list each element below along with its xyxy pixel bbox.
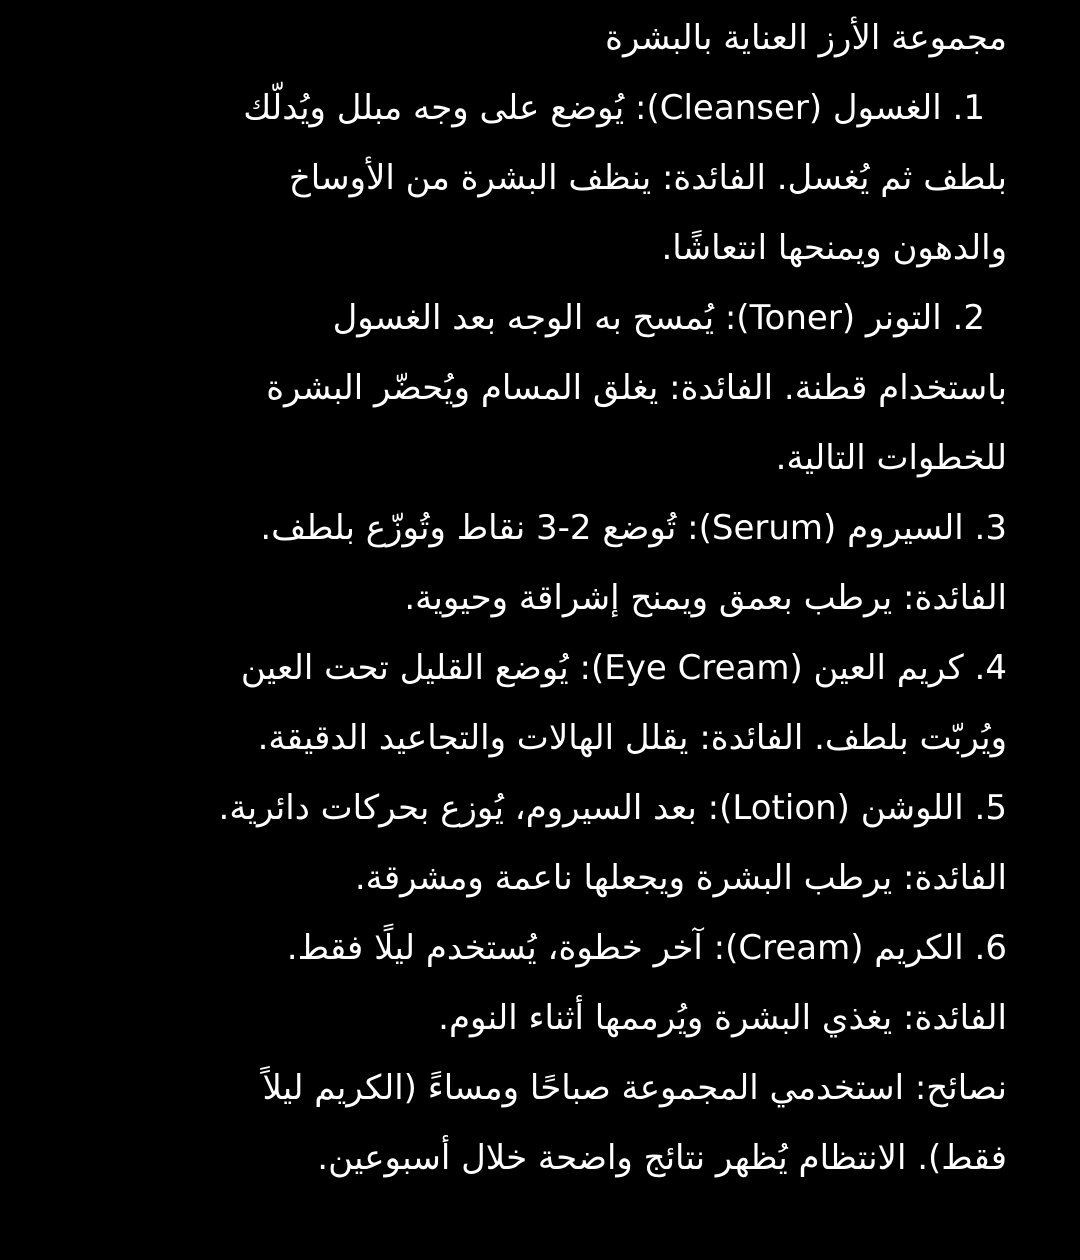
step-1-line-2: بلطف ثم يُغسل. الفائدة: ينظف البشرة من الأوساخ [288, 158, 1007, 198]
step-4-line-1: 4. كريم العين (Eye Cream): يُوضع القليل تحت العين [240, 648, 1007, 688]
step-2-line-1: 2. التونر (Toner): يُمسح به الوجه بعد الغسول [332, 298, 985, 338]
step-2-line-3: للخطوات التالية. [775, 438, 1007, 478]
step-6-line-1: 6. الكريم (Cream): آخر خطوة، يُستخدم ليلًا فقط. [286, 928, 1007, 968]
note-title: مجموعة الأرز العناية بالبشرة [605, 18, 1007, 58]
tips-line-2: فقط). الانتظام يُظهر نتائج واضحة خلال أسبوعين. [317, 1138, 1007, 1178]
step-5-line-2: الفائدة: يرطب البشرة ويجعلها ناعمة ومشرقة. [354, 858, 1007, 898]
tips-line-1: نصائح: استخدمي المجموعة صباحًا ومساءً (الكريم ليلاً [262, 1068, 1007, 1108]
step-3-line-1: 3. السيروم (Serum): تُوضع 2-3 نقاط وتُوزّع بلطف. [260, 508, 1007, 548]
step-1-line-3: والدهون ويمنحها انتعاشًا. [661, 228, 1007, 268]
step-4-line-2: ويُربّت بلطف. الفائدة: يقلل الهالات والتجاعيد الدقيقة. [257, 718, 1007, 758]
step-2-line-2: باستخدام قطنة. الفائدة: يغلق المسام ويُحضّر البشرة [266, 368, 1007, 408]
step-6-line-2: الفائدة: يغذي البشرة ويُرممها أثناء النوم. [438, 998, 1007, 1038]
step-3-line-2: الفائدة: يرطب بعمق ويمنح إشراقة وحيوية. [404, 578, 1007, 618]
note-document [47, 8, 1007, 1198]
step-1-line-1: 1. الغسول (Cleanser): يُوضع على وجه مبلل ويُدلّك [243, 88, 985, 128]
step-5-line-1: 5. اللوشن (Lotion): بعد السيروم، يُوزع بحركات دائرية. [218, 788, 1007, 828]
